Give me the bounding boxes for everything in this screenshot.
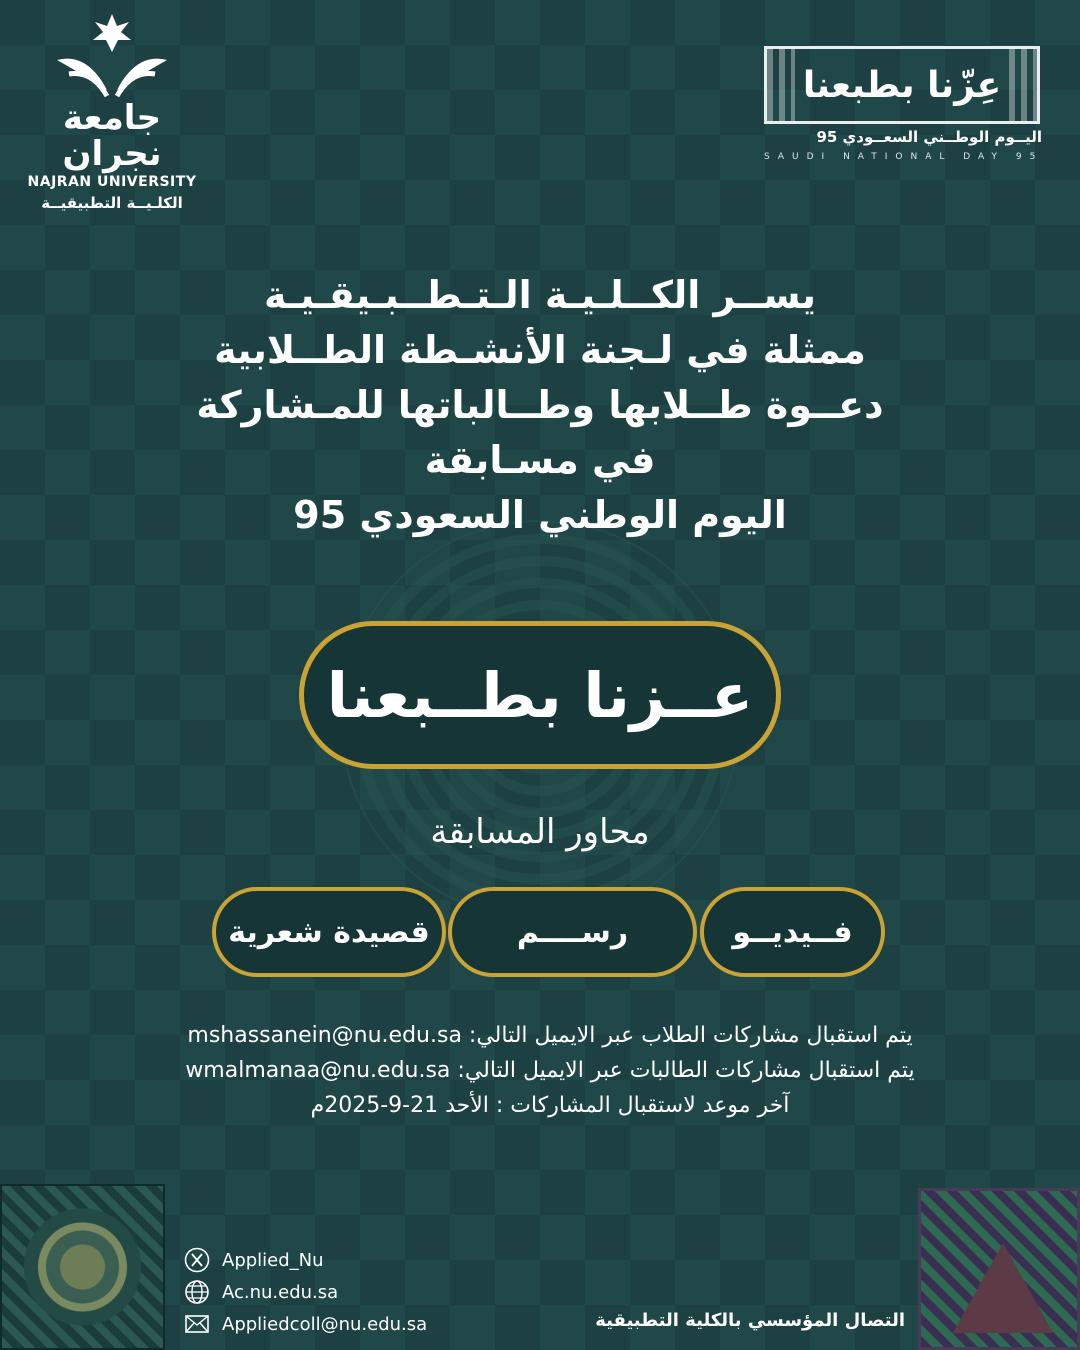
category-drawing-pill: رســــم [448, 887, 697, 977]
competition-axes-title: محاور المسابقة [430, 812, 650, 852]
contact-website[interactable] [184, 1276, 427, 1308]
category-poem-pill: قصيدة شعرية [212, 887, 446, 977]
national-day-slogan: عِزّنا بطبعنا [802, 64, 1002, 106]
female-students-email-line: يتم استقبال مشاركات الطالبات عبر الايميل التالي: wmalmanaa@nu.edu.sa [185, 1058, 915, 1083]
headline-line-1: يســر الكــلـيـة الـتـطــبـيقـيـة [263, 273, 817, 317]
x-logo-icon [184, 1247, 210, 1273]
headline-line-5: اليوم الوطني السعودي 95 [293, 493, 787, 537]
national-day-line-en: SAUDI NATIONAL DAY 95 [764, 152, 1044, 162]
invitation-headline [140, 268, 940, 543]
corner-pattern-left [0, 1184, 165, 1350]
contact-email[interactable] [184, 1308, 427, 1340]
college-name: الكلـيــة التطبيقيــة [41, 194, 183, 212]
submission-info [120, 1018, 980, 1123]
website-link: Ac.nu.edu.sa [222, 1281, 339, 1303]
x-handle: Applied_Nu [222, 1249, 324, 1271]
headline-line-4: في مسـابقة [424, 438, 656, 482]
footer-credit: التصال المؤسسي بالكلية التطبيقية [595, 1310, 905, 1331]
email-link: Appliedcoll@nu.edu.sa [222, 1313, 428, 1335]
students-email-line: يتم استقبال مشاركات الطلاب عبر الايميل التالي: mshassanein@nu.edu.sa [187, 1023, 913, 1048]
national-day-logo [764, 46, 1054, 162]
mountain-icon [953, 1243, 1053, 1333]
university-name-ar: جامعة نجران [62, 98, 162, 174]
university-emblem-icon [47, 12, 177, 100]
contact-list [184, 1244, 427, 1340]
headline-line-2: ممثلة في لـجنة الأنشـطة الطــلابية [214, 328, 866, 372]
mail-icon [184, 1311, 210, 1337]
headline-line-3: دعــوة طــلابها وطــالباتها للمـشاركة [196, 383, 884, 427]
corner-pattern-right [918, 1188, 1080, 1350]
category-video-pill: فــيديــو [700, 887, 885, 977]
national-day-slogan-box [764, 46, 1040, 124]
university-logo [22, 12, 202, 212]
globe-icon [184, 1279, 210, 1305]
contact-x[interactable] [184, 1244, 427, 1276]
university-name-en: NAJRAN UNIVERSITY [27, 174, 197, 190]
national-day-line-ar: اليــوم الوطــني السعــودي 95 [816, 128, 1042, 146]
slogan-text: عــزنا بطــبعنا [326, 658, 754, 732]
deadline-line: آخر موعد لاستقبال المشاركات : الأحد 21-9-2025م [310, 1093, 790, 1118]
slogan-pill [299, 621, 781, 769]
